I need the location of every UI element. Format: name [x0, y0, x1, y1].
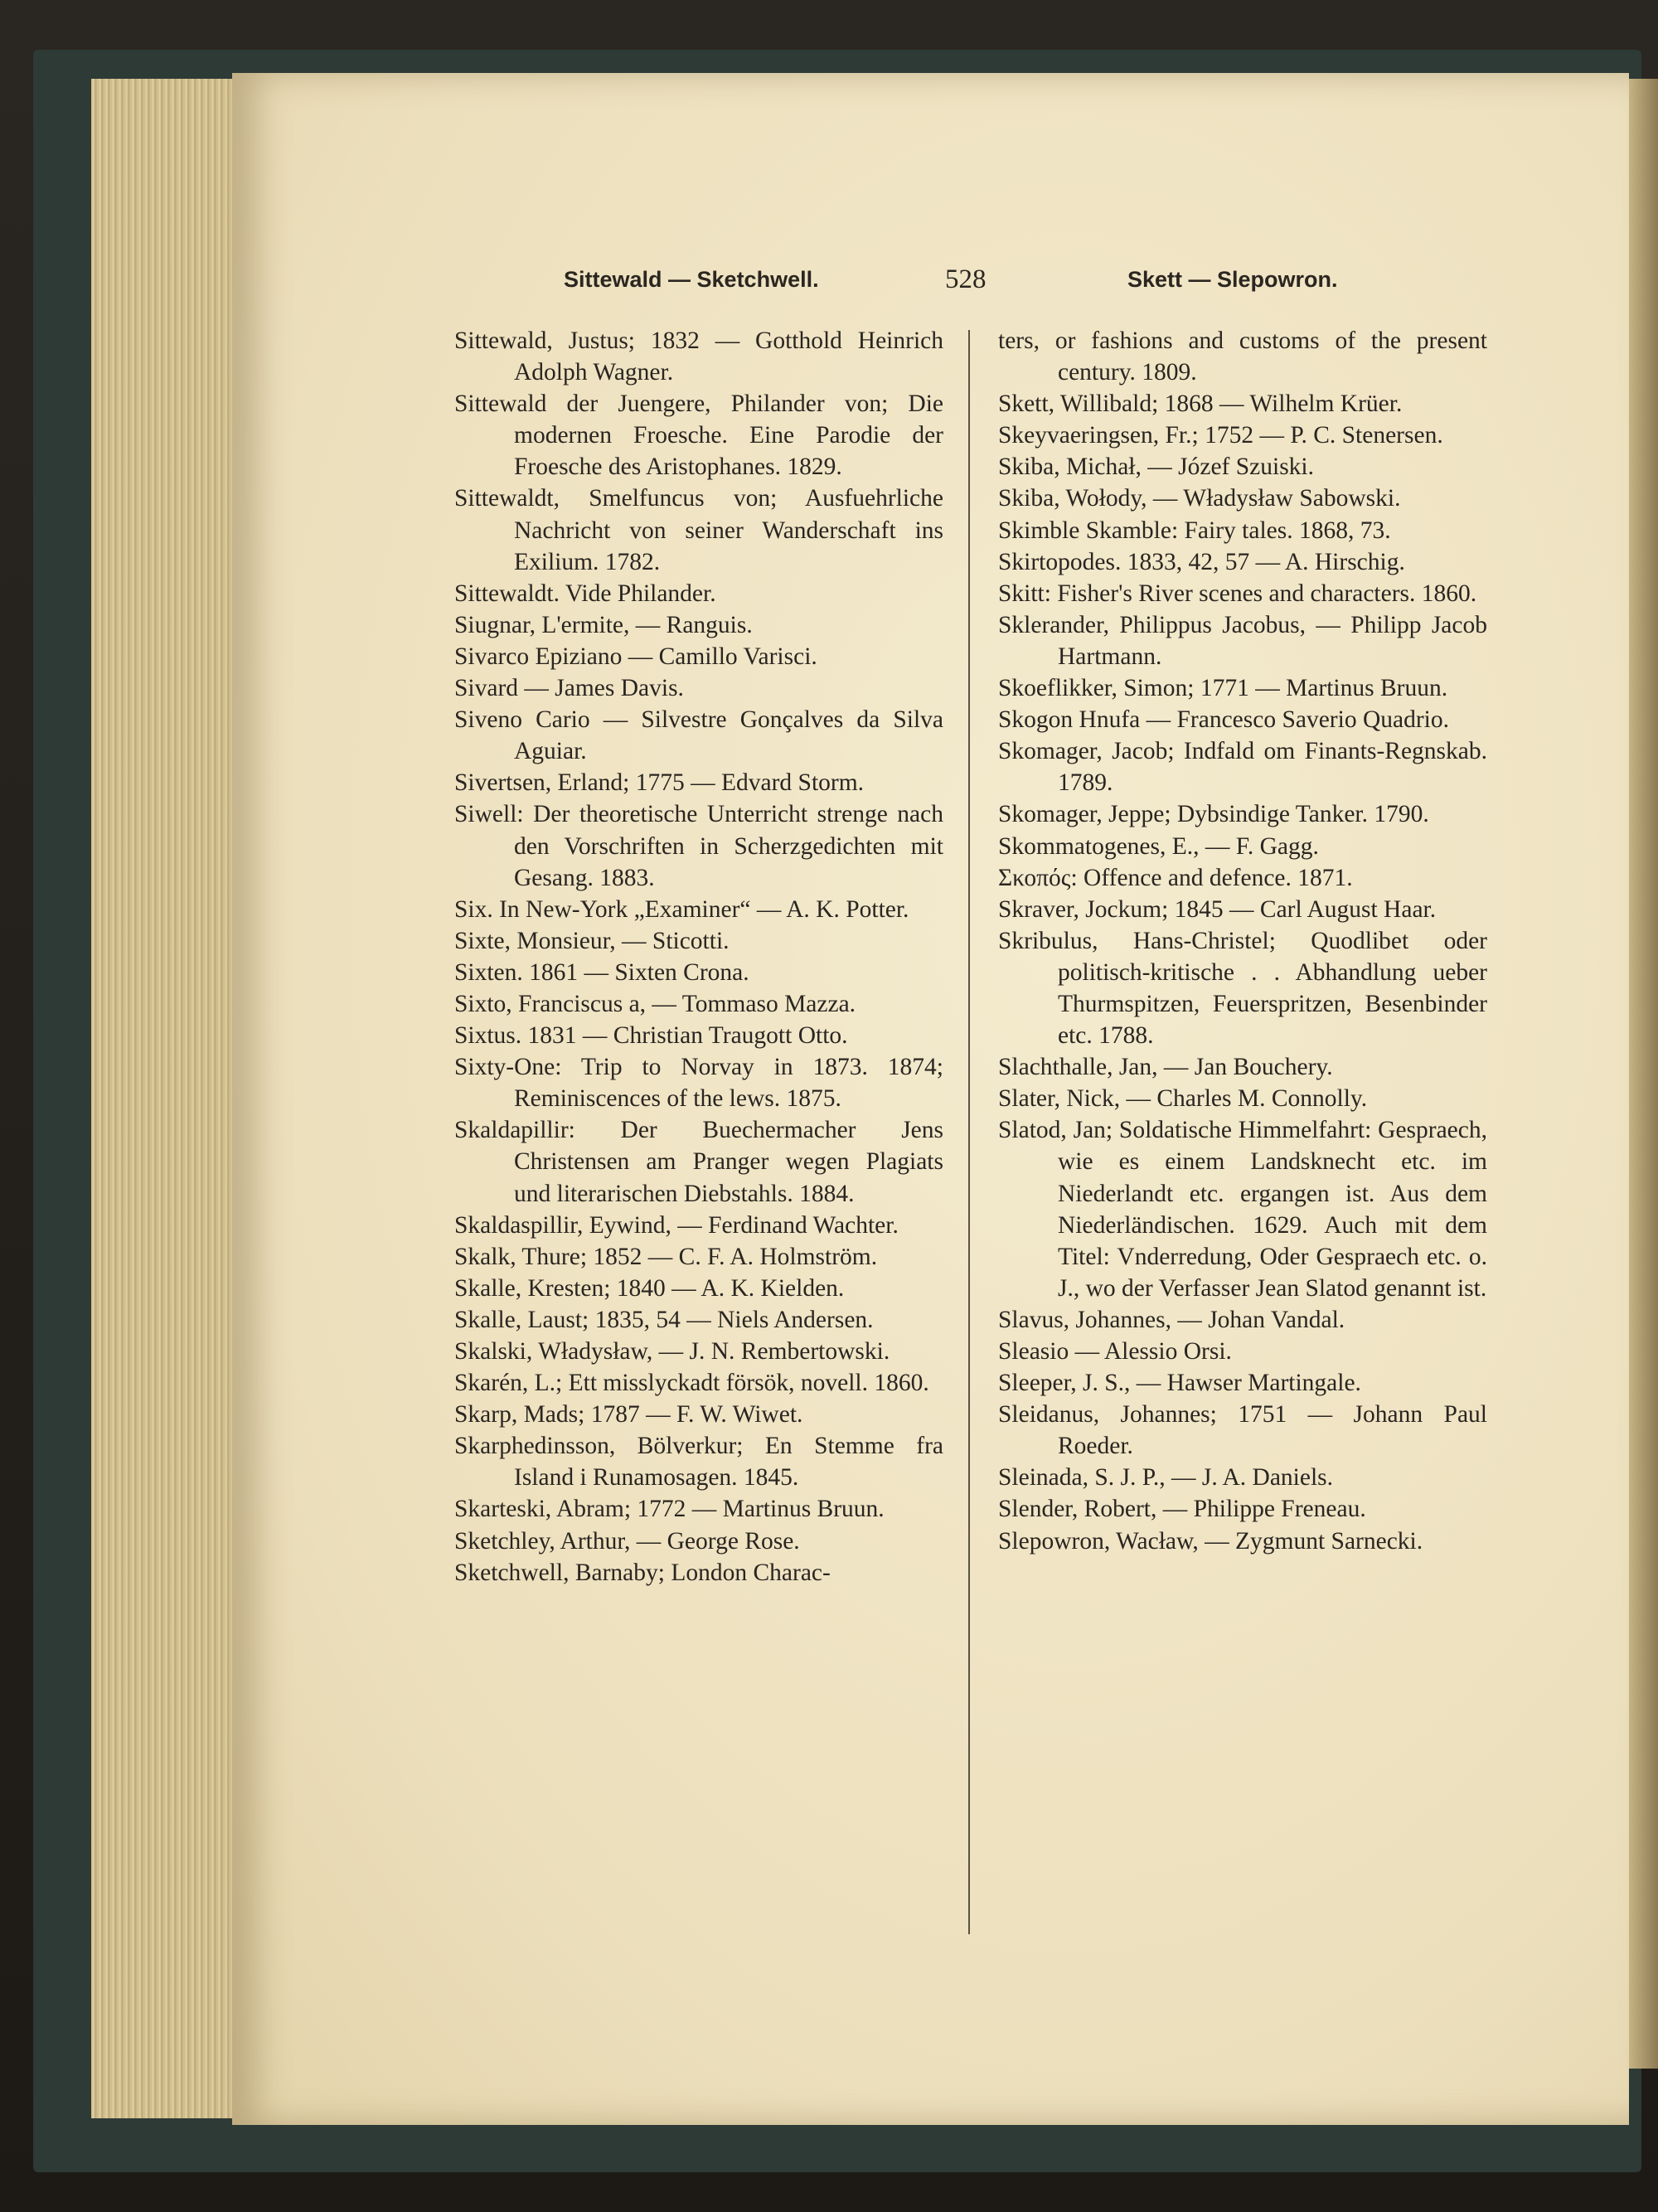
list-item: Skomager, Jeppe; Dybsindige Tanker. 1790.	[998, 801, 1429, 828]
column-divider	[968, 330, 970, 1934]
list-item: Skirtopodes. 1833, 42, 57 — A. Hirschig.	[998, 548, 1405, 575]
page-number: 528	[945, 264, 987, 294]
list-item: Slatod, Jan; Soldatische Himmelfahrt: Gespraech, wie es einem Landsknecht etc. im Niederlandt etc. ergangen ist. Aus dem Niederländischen. 1629. Auch mit dem Titel: Vnderredung, Oder Gespraech etc. o. J., wo der Verfasser Jean Slatod genannt ist.	[998, 1117, 1487, 1302]
page-edges	[91, 79, 240, 2118]
list-item: Sixto, Franciscus a, — Tommaso Mazza.	[454, 990, 856, 1017]
list-item: Skarteski, Abram; 1772 — Martinus Bruun.	[454, 1496, 885, 1523]
list-item: Skalle, Laust; 1835, 54 — Niels Andersen.	[454, 1306, 874, 1333]
list-item: Sivard — James Davis.	[454, 675, 684, 702]
list-item: Sittewaldt. Vide Philander.	[454, 580, 716, 607]
list-item: ters, or fashions and customs of the present century. 1809.	[998, 327, 1487, 386]
list-item: Skribulus, Hans-Christel; Quodlibet oder politisch-kritische . . Abhandlung ueber Thurmspitzen, Feuerspritzen, Besenbinder etc. 1788.	[998, 927, 1487, 1050]
list-item: Skommatogenes, E., — F. Gagg.	[998, 832, 1319, 860]
left-column	[454, 325, 943, 1589]
list-item: Slater, Nick, — Charles M. Connolly.	[998, 1085, 1368, 1113]
list-item: Skaldaspillir, Eywind, — Ferdinand Wachter.	[454, 1211, 899, 1239]
running-head-left: Sittewald — Sketchwell.	[564, 267, 819, 292]
list-item: Skarp, Mads; 1787 — F. W. Wiwet.	[454, 1401, 803, 1429]
list-item: Sketchley, Arthur, — George Rose.	[454, 1527, 800, 1555]
list-item: Skimble Skamble: Fairy tales. 1868, 73.	[998, 517, 1391, 544]
list-item: Sleinada, S. J. P., — J. A. Daniels.	[998, 1464, 1333, 1492]
list-item: Slepowron, Wacław, — Zygmunt Sarnecki.	[998, 1527, 1423, 1555]
list-item: Skiba, Michał, — Józef Szuiski.	[998, 454, 1314, 481]
list-item: Sittewald der Juengere, Philander von; Die modernen Froesche. Eine Parodie der Froesche des Aristophanes. 1829.	[454, 390, 943, 481]
list-item: Skaldapillir: Der Buechermacher Jens Christensen am Pranger wegen Plagiats und literarischen Diebstahls. 1884.	[454, 1117, 943, 1207]
list-item: Sivarco Epiziano — Camillo Varisci.	[454, 643, 817, 670]
list-item: Siugnar, L'ermite, — Ranguis.	[454, 611, 753, 638]
list-item: Skalk, Thure; 1852 — C. F. A. Holmström.	[454, 1243, 878, 1270]
list-item: Skarén, L.; Ett misslyckadt försök, novell. 1860.	[454, 1370, 929, 1397]
running-head-right: Skett — Slepowron.	[1127, 267, 1338, 292]
list-item: Skogon Hnufa — Francesco Saverio Quadrio.	[998, 706, 1449, 734]
list-item: Skalski, Władysław, — J. N. Rembertowski.	[454, 1338, 890, 1365]
list-item: Siwell: Der theoretische Unterricht strenge nach den Vorschriften in Scherzgedichten mit Gesang. 1883.	[454, 801, 943, 891]
list-item: Sketchwell, Barnaby; London Charac-	[454, 1559, 831, 1586]
list-item: Skiba, Wołody, — Władysław Sabowski.	[998, 485, 1401, 512]
list-item: Sleasio — Alessio Orsi.	[998, 1338, 1232, 1365]
right-column	[998, 325, 1487, 1557]
list-item: Sleeper, J. S., — Hawser Martingale.	[998, 1370, 1361, 1397]
list-item: Slender, Robert, — Philippe Freneau.	[998, 1496, 1366, 1523]
list-item: Six. In New-York „Examiner“ — A. K. Potter.	[454, 895, 909, 923]
list-item: Slavus, Johannes, — Johan Vandal.	[998, 1306, 1345, 1333]
list-item: Sixten. 1861 — Sixten Crona.	[454, 958, 749, 986]
list-item: Skitt: Fisher's River scenes and characters. 1860.	[998, 580, 1477, 607]
list-item: Skarphedinsson, Bölverkur; En Stemme fra Island i Runamosagen. 1845.	[454, 1433, 943, 1492]
list-item: Skalle, Kresten; 1840 — A. K. Kielden.	[454, 1274, 845, 1302]
list-item: Skett, Willibald; 1868 — Wilhelm Krüer.	[998, 390, 1403, 418]
list-item: Skoeflikker, Simon; 1771 — Martinus Bruun.	[998, 675, 1448, 702]
list-item: Sivertsen, Erland; 1775 — Edvard Storm.	[454, 769, 865, 797]
list-item: Sleidanus, Johannes; 1751 — Johann Paul Roeder.	[998, 1401, 1487, 1460]
list-item: Sixty-One: Trip to Norvay in 1873. 1874; Reminiscences of the lews. 1875.	[454, 1054, 943, 1113]
list-item: Sittewaldt, Smelfuncus von; Ausfuehrliche Nachricht von seiner Wanderschaft ins Exilium. 1782.	[454, 485, 943, 575]
list-item: Siveno Cario — Silvestre Gonçalves da Silva Aguiar.	[454, 706, 943, 765]
list-item: Skeyvaeringsen, Fr.; 1752 — P. C. Stenersen.	[998, 422, 1443, 449]
list-item: Skomager, Jacob; Indfald om Finants-Regnskab. 1789.	[998, 738, 1487, 797]
facing-page-edge	[1625, 79, 1658, 2069]
list-item: Sklerander, Philippus Jacobus, — Philipp Jacob Hartmann.	[998, 611, 1487, 670]
list-item: Skraver, Jockum; 1845 — Carl August Haar.	[998, 895, 1437, 923]
list-item: Slachthalle, Jan, — Jan Bouchery.	[998, 1054, 1333, 1081]
list-item: Sixte, Monsieur, — Sticotti.	[454, 927, 730, 954]
list-item: Sixtus. 1831 — Christian Traugott Otto.	[454, 1022, 848, 1050]
list-item: Sittewald, Justus; 1832 — Gotthold Heinrich Adolph Wagner.	[454, 327, 943, 386]
list-item: Σκοπός: Offence and defence. 1871.	[998, 864, 1353, 891]
